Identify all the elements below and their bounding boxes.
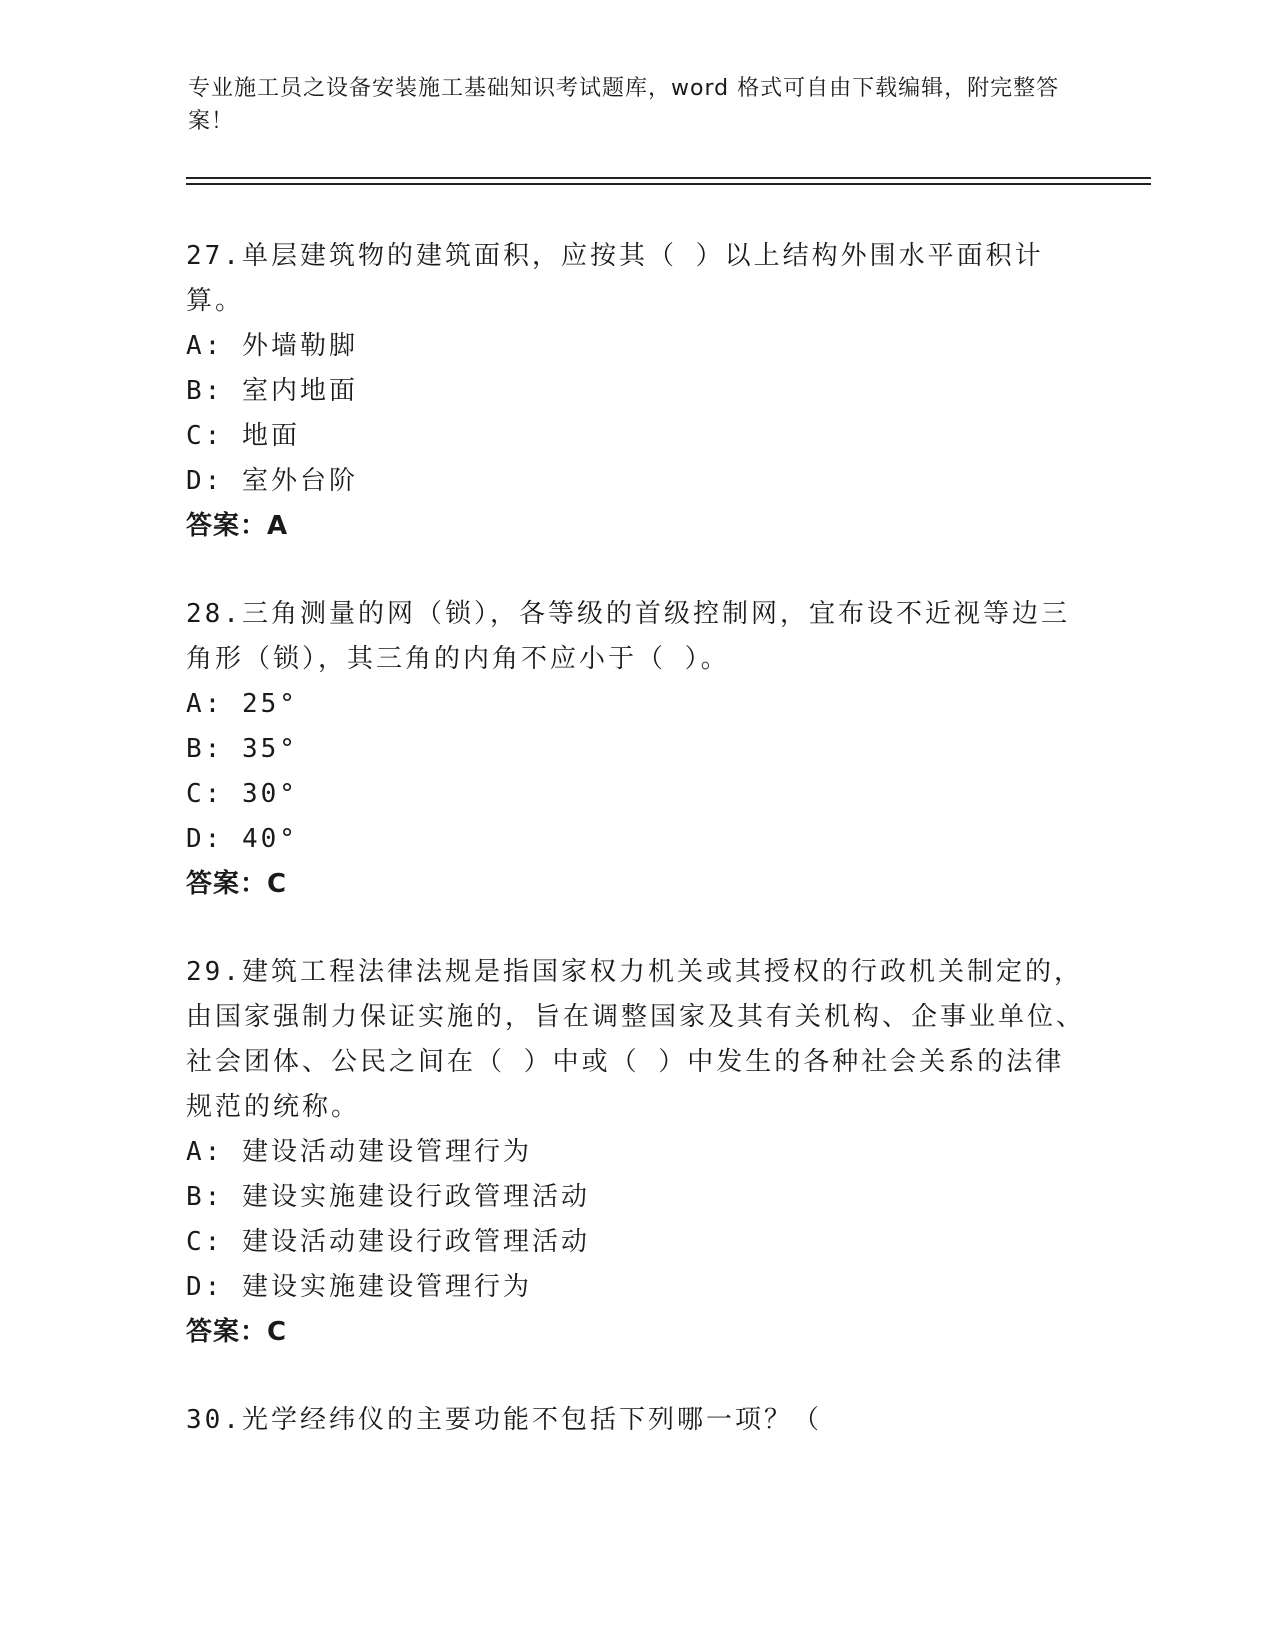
option-d: D: 40° [186,824,298,854]
answer: 答案：C [186,869,288,899]
header-divider-bottom [186,183,1151,185]
question-27 [186,234,1086,549]
option-b: B: 室内地面 [186,376,358,406]
option-c: C: 30° [186,779,298,809]
option-a: A: 25° [186,689,298,719]
question-30 [186,1398,1086,1443]
header-divider-top [186,177,1151,179]
option-a: A: 外墙勒脚 [186,331,358,361]
question-28 [186,592,1086,907]
option-d: D: 室外台阶 [186,466,358,496]
option-d: D: 建设实施建设管理行为 [186,1272,532,1302]
question-text: 28.三角测量的网（锁），各等级的首级控制网，宜布设不近视等边三角形（锁），其三角的内角不应小于（ ）。 [186,599,1070,674]
question-text: 27.单层建筑物的建筑面积，应按其（ ）以上结构外围水平面积计算。 [186,241,1044,316]
answer: 答案：A [186,511,289,541]
question-text: 30.光学经纬仪的主要功能不包括下列哪一项？（ [186,1405,822,1435]
option-c: C: 地面 [186,421,300,451]
question-list [186,234,1086,1486]
page-header: 专业施工员之设备安装施工基础知识考试题库，word 格式可自由下载编辑，附完整答案！ [188,76,1060,134]
option-a: A: 建设活动建设管理行为 [186,1137,532,1167]
question-29 [186,950,1086,1355]
option-b: B: 35° [186,734,298,764]
option-c: C: 建设活动建设行政管理活动 [186,1227,590,1257]
option-b: B: 建设实施建设行政管理活动 [186,1182,590,1212]
question-text: 29.建筑工程法律法规是指国家权力机关或其授权的行政机关制定的，由国家强制力保证实施的，旨在调整国家及其有关机构、企事业单位、社会团体、公民之间在（ ）中或（ ）中发生的各种社会关系的法律规范的统称。 [186,957,1086,1122]
answer: 答案：C [186,1317,288,1347]
